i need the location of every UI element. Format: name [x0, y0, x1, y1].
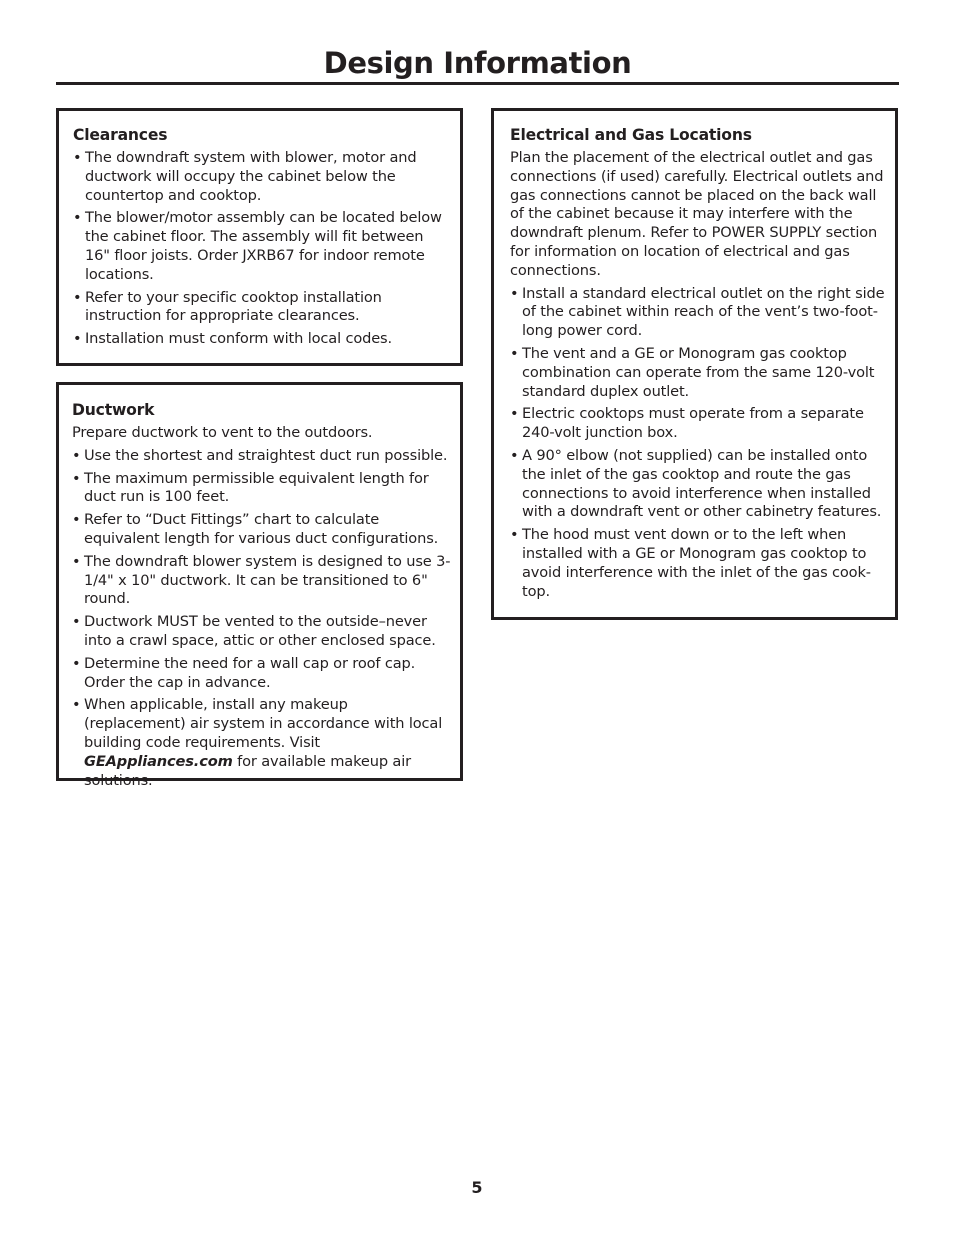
page-title: Design Information: [323, 46, 632, 80]
title-divider: [56, 82, 899, 85]
clearances-list: [73, 149, 450, 349]
list-item: [72, 696, 452, 790]
page-number: 5: [471, 1178, 483, 1197]
ductwork-list: [72, 447, 452, 791]
electrical-gas-intro: Plan the placement of the electrical outlet and gas connections (if used) carefully. Electrical outlets and gas connections cannot be placed on the back wall of the cabinet because it may interfere with the downdraft plenum. Refer to POWER SUPPLY section for information on location of electrical and gas connections.: [510, 149, 884, 279]
list-item: • The maximum permissible equivalent length for duct run is 100 feet.: [72, 470, 452, 508]
list-item: • The downdraft system with blower, motor and ductwork will occupy the cabinet below the countertop and cooktop.: [73, 149, 450, 205]
list-item: • The hood must vent down or to the left when installed with a GE or Monogram gas cooktop to avoid interference with the inlet of the gas cook-top.: [510, 526, 886, 601]
makeup-air-text: When applicable, install any makeup (replacement) air system in accordance with local building code requirements. Visit: [84, 696, 443, 751]
clearances-section: [56, 108, 463, 366]
ductwork-section: [56, 382, 463, 789]
electrical-gas-list: [510, 285, 886, 602]
list-item: • A 90° elbow (not supplied) can be installed onto the inlet of the gas cooktop and route the gas connections to avoid interference when installed with a downdraft vent or other cabinetry features.: [510, 447, 886, 522]
ductwork-heading: Ductwork: [72, 401, 155, 419]
electrical-gas-heading: Electrical and Gas Locations: [510, 126, 752, 144]
list-item: • Installation must conform with local codes.: [73, 330, 450, 349]
list-item: • The downdraft blower system is designed to use 3-1/4" x 10" ductwork. It can be transitioned to 6" round.: [72, 553, 452, 609]
list-item: • Determine the need for a wall cap or roof cap. Order the cap in advance.: [72, 655, 452, 693]
list-item: • Ductwork MUST be vented to the outside–never into a crawl space, attic or other enclosed space.: [72, 613, 452, 651]
makeup-air-text-end: for available makeup air solutions.: [84, 752, 411, 789]
list-item: • Refer to “Duct Fittings” chart to calculate equivalent length for various duct configurations.: [72, 511, 452, 549]
list-item: • Refer to your specific cooktop installation instruction for appropriate clearances.: [73, 289, 450, 327]
list-item: • Use the shortest and straightest duct run possible.: [72, 447, 452, 466]
list-item: • Electric cooktops must operate from a separate 240-volt junction box.: [510, 405, 886, 443]
list-item: • The vent and a GE or Monogram gas cooktop combination can operate from the same 120-volt standard duplex outlet.: [510, 345, 886, 401]
list-item: • Install a standard electrical outlet on the right side of the cabinet within reach of the vent’s two-foot-long power cord.: [510, 285, 886, 341]
ductwork-intro: Prepare ductwork to vent to the outdoors.: [72, 424, 373, 441]
list-item: • The blower/motor assembly can be located below the cabinet floor. The assembly will fit between 16" floor joists. Order JXRB67 for indoor remote locations.: [73, 209, 450, 284]
ge-appliances-link[interactable]: GEAppliances.com: [84, 752, 233, 770]
electrical-gas-section: [491, 108, 898, 620]
clearances-heading: Clearances: [73, 126, 168, 144]
